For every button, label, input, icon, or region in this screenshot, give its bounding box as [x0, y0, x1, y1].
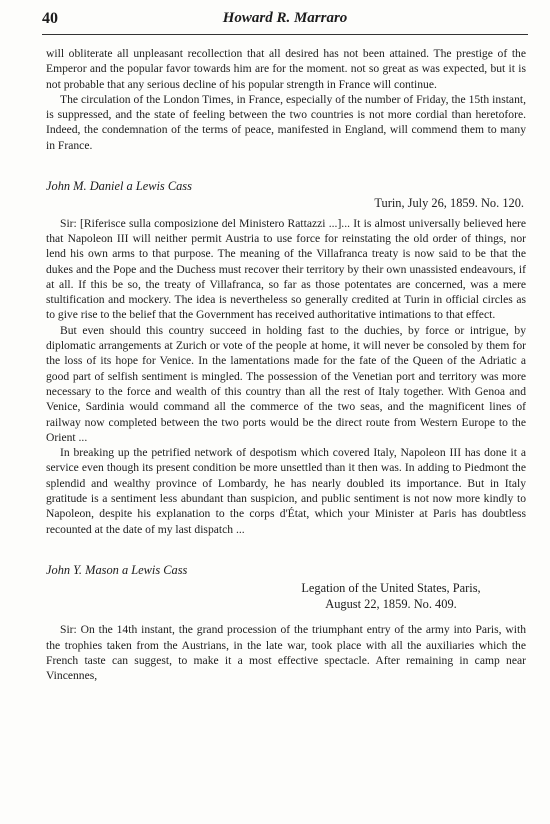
letter-heading: John Y. Mason a Lewis Cass: [46, 562, 188, 577]
paragraph: In breaking up the petrified network of despotism which covered Italy, Napoleon III has done it a service even though its present condition be more unsettled than it then was. In adding to Piedmont the splendid and wealthy province of Lombardy, he has nearly doubled its importance. But in Italy gratitude is a sentiment less abundant than suspicion, and public sentiment is not now more kindly to Napoleon, despite his explanation to the corps d'État, which your Minister at Paris has doubtless recounted at the date of my last dispatch ...: [46, 446, 526, 536]
page-number: 40: [42, 10, 58, 27]
paragraph: will obliterate all unpleasant recollection that all desired has not been attained. The prestige of the Emperor and the popular favor towards him are for the moment. not so great as was expected, but it is not probable that any serious decline of his popular strength in France will continue.: [46, 47, 526, 91]
paragraph: But even should this country succeed in holding fast to the duchies, by force or intrigue, by diplomatic arrangements at Zurich or vote of the people at home, it will never be consoled by them for the loss of its hope for Venice. In the lamentations made for the fate of the Queen of the Adriatic a good part of selfish sentiment is mingled. The possession of the Venetian port and territory was more necessary to the force and wealth of this country than all the rest of Italy together. With Genoa and Venice, Sardinia would command all the commerce of the two seas, and the magnificent lines of railway now completed between the two ports would be the direct route from Western Europe to the Orient ...: [46, 323, 526, 444]
letter-heading: John M. Daniel a Lewis Cass: [46, 179, 192, 194]
letter-dateline: Turin, July 26, 1859. No. 120.: [374, 196, 524, 211]
dateline-line: Legation of the United States, Paris,: [301, 581, 481, 596]
paragraph: Sir: [Riferisce sulla composizione del Ministero Rattazzi ...]... It is almost universally believed here that Napoleon III will neither permit Austria to use force for reinstating the old order of things, nor lend his own arms to that purpose. The meaning of the Villafranca treaty is now said to be that the dukes and the Pope and the Duchess must recover their territory by their own unassisted endeavours, if at all. If this be so, the treaty of Villafranca, so far as those potentates are concerned, was a mere stultification and mockery. The idea is nevertheless so generally credited at Turin in official circles as to give rise to the belief that the Government has received authoritative intimations to that effect.: [46, 216, 526, 322]
section-gap: [46, 153, 526, 179]
page-header: [42, 8, 528, 35]
running-head: Howard R. Marraro: [222, 10, 348, 26]
paragraph: The circulation of the London Times, in France, especially of the number of Friday, the 15th instant, is suppressed, and the state of feeling between the two countries is not more cordial than heretofore. Indeed, the condemnation of the terms of peace, manifested in England, will commend them to many in France.: [46, 92, 526, 152]
dateline-line: August 22, 1859. No. 409.: [325, 597, 457, 612]
letter-dateline: [256, 580, 526, 612]
body-text: [46, 46, 526, 683]
section-gap: [46, 537, 526, 563]
paragraph: Sir: On the 14th instant, the grand procession of the triumphant entry of the army into Paris, with the trophies taken from the Austrians, in the late war, took place with all the auxiliaries which the French taste can suggest, to make it a most effective spectacle. After remaining in camp near Vincennes,: [46, 623, 526, 683]
